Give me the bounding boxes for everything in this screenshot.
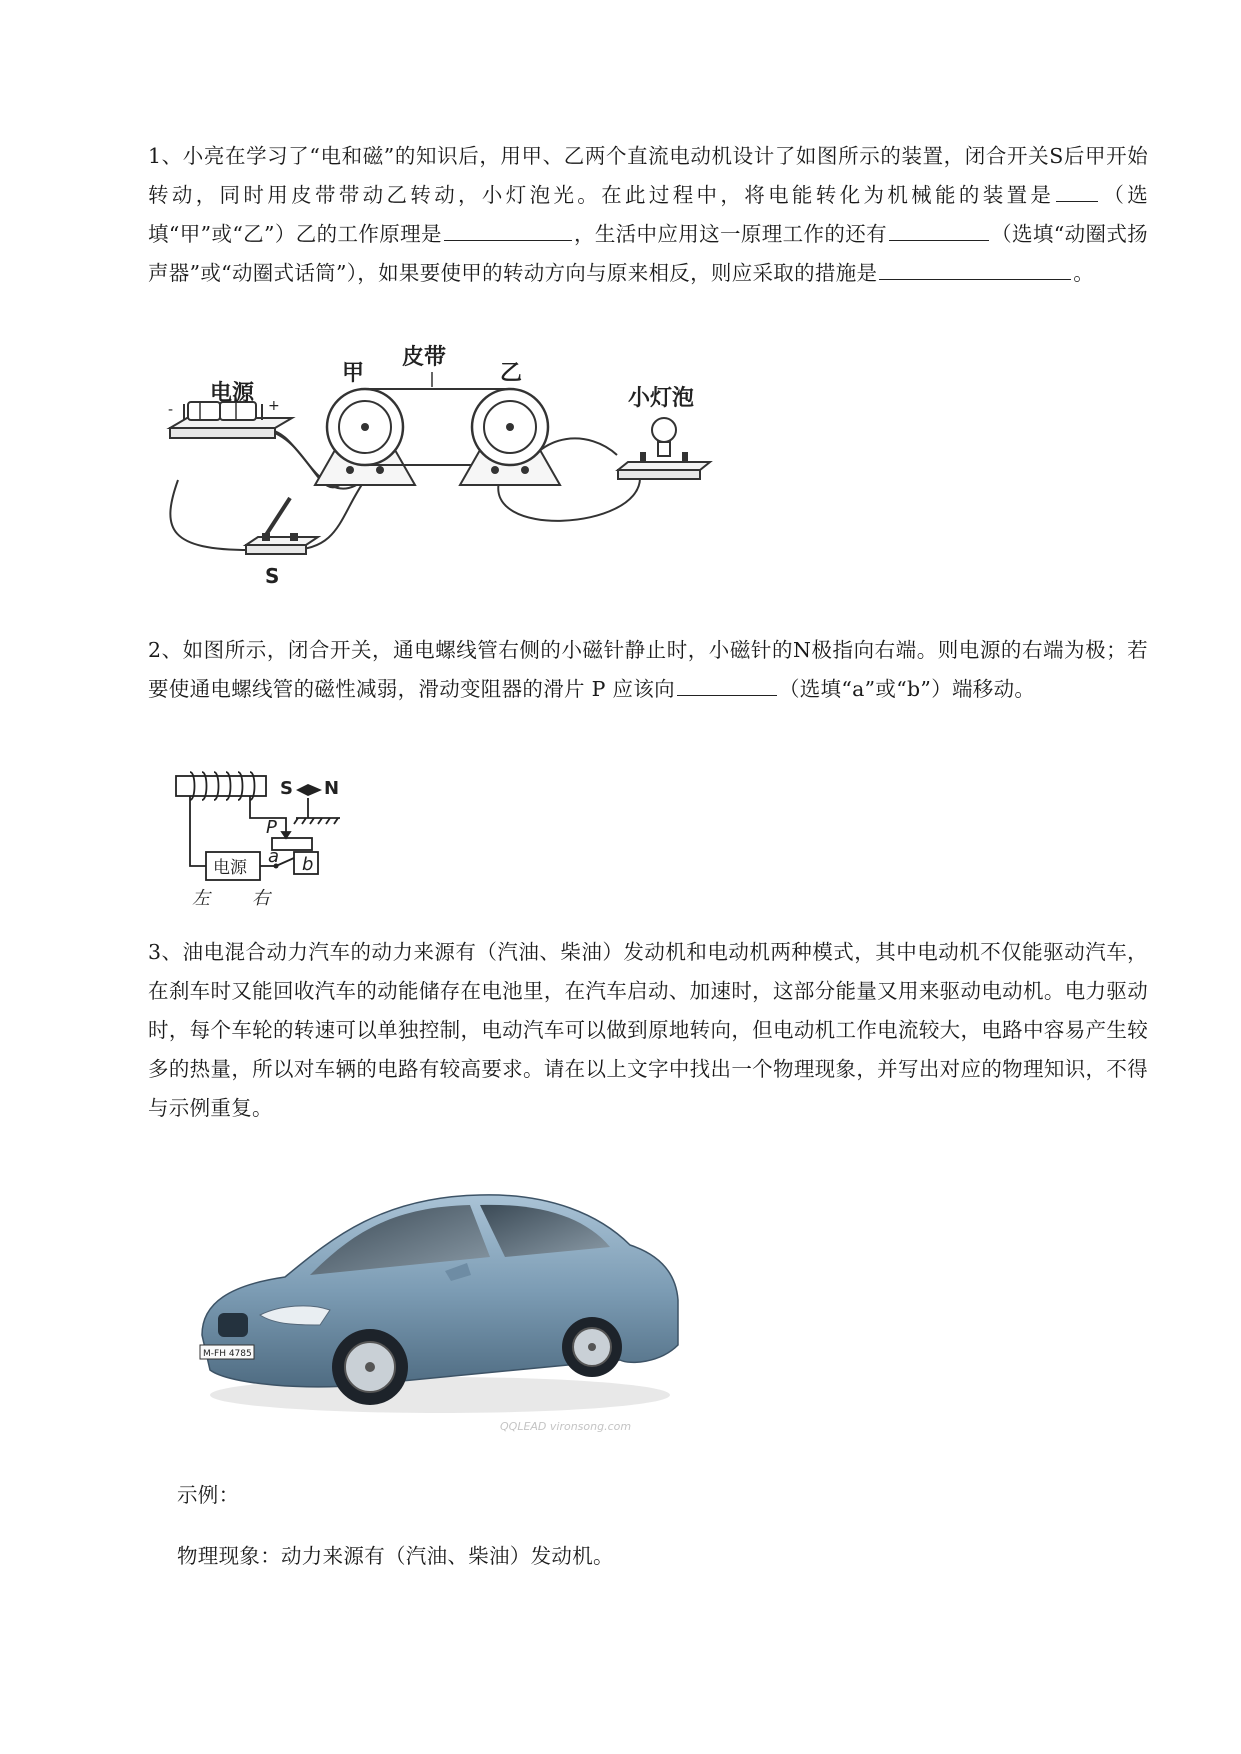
battery-plus-sign: +	[268, 398, 280, 414]
q3-text: 3、油电混合动力汽车的动力来源有（汽油、柴油）发动机和电动机两种模式，其中电动机不仅能驱动汽车，在刹车时又能回收汽车的动能储存在电池里，在汽车启动、加速时，这部分能量又用来驱动电动机。电力驱动时，每个车轮的转速可以单独控制，电动汽车可以做到原地转向，但电动机工作电流较大，电路中容易产生较多的热量，所以对车辆的电路有较高要求。请在以上文字中找出一个物理现象，并写出对应的物理知识，不得与示例重复。	[148, 940, 1148, 1120]
right-label: 右	[252, 888, 270, 909]
slider-p-label: P	[266, 817, 277, 838]
power-label: 电源	[213, 858, 247, 878]
q1-blank-3[interactable]	[889, 220, 989, 241]
q2-blank-1[interactable]	[677, 675, 777, 696]
q1-text-part3: ，生活中应用这一原理工作的还有	[573, 222, 888, 246]
q1-text-part2: （选填“甲”或“乙”）乙的工作原理是	[148, 183, 1148, 246]
end-b-label: b	[302, 854, 314, 875]
solenoid-core	[176, 776, 266, 796]
q1-blank-1[interactable]	[1056, 181, 1098, 202]
question-1	[148, 137, 1148, 293]
q1-text-part1: 1、小亮在学习了“电和磁”的知识后，用甲、乙两个直流电动机设计了如图所示的装置，闭合开关S后甲开始转动，同时用皮带带动乙转动，小灯泡光。在此过程中，将电能转化为机械能的装置是	[148, 144, 1148, 207]
compass-south-label: S	[280, 778, 293, 799]
hybrid-car-image	[190, 1185, 690, 1435]
solenoid-circuit-figure	[168, 766, 368, 909]
battery-label: 电源	[210, 381, 255, 406]
q1-blank-2[interactable]	[444, 220, 572, 241]
left-label: 左	[192, 888, 210, 909]
question-2	[148, 631, 1148, 709]
motor-a	[315, 389, 415, 485]
license-plate: M-FH 4785	[203, 1349, 252, 1359]
q1-text-part4: （选填“动圈式扬声器”或“动圈式话筒”），如果要使甲的转动方向与原来相反，则应采取的措施是	[148, 222, 1148, 285]
motor-b-label: 乙	[500, 361, 523, 386]
compass-north-label: N	[324, 778, 340, 799]
bulb	[618, 418, 710, 479]
image-watermark: QQLEAD vironsong.com	[500, 1420, 632, 1433]
q1-text-part5: 。	[1073, 261, 1095, 285]
compass-needle	[296, 784, 322, 796]
end-a-label: a	[268, 846, 280, 867]
example-heading: 示例：	[177, 1483, 240, 1507]
wire-battery-switch	[170, 480, 252, 550]
motor-a-label: 甲	[342, 361, 365, 386]
battery-minus-sign: -	[168, 402, 174, 418]
q2-text-part1: 2、如图所示，闭合开关，通电螺线管右侧的小磁针静止时，小磁针的N极指向右端。则电源的右端为极；若要使通电螺线管的磁性减弱，滑动变阻器的滑片 P 应该向	[148, 638, 1148, 701]
example-phenomenon: 物理现象：动力来源有（汽油、柴油）发动机。	[177, 1544, 614, 1568]
switch-label: S	[265, 564, 280, 588]
motor-b	[460, 389, 560, 485]
q2-text-part2: （选填“a”或“b”）端移动。	[778, 677, 1036, 701]
belt-label: 皮带	[402, 345, 447, 370]
bulb-label: 小灯泡	[628, 386, 695, 411]
q1-blank-4[interactable]	[879, 259, 1071, 280]
switch	[246, 498, 318, 554]
motor-belt-circuit-figure	[168, 345, 730, 590]
question-3	[148, 933, 1148, 1128]
